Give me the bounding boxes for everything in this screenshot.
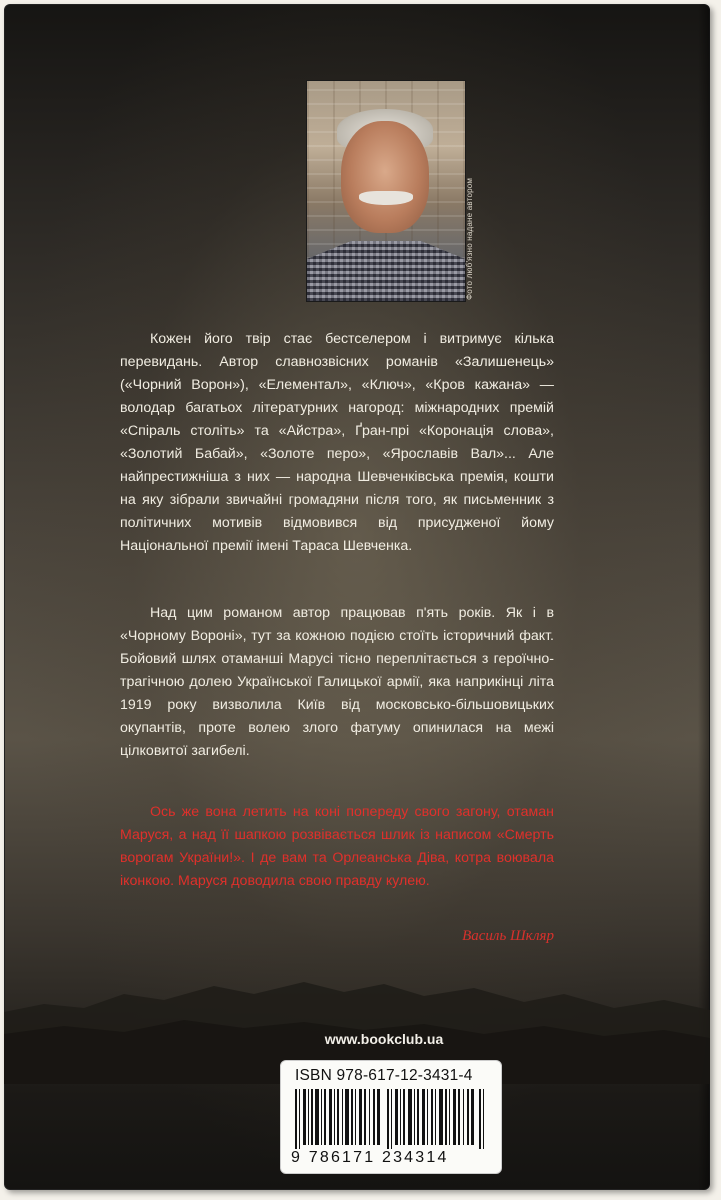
author-bio-text: Кожен його твір стає бестселером і витримує кілька перевидань. Автор славнозвісних романів «Залишенець» («Чорний Ворон»), «Елементал», «Ключ», «Кров кажана» — володар багатьох літературних нагород: міжнародних премій «Спіраль століть» та «Айстра», Ґран-прі «Коронація слова», «Золотий Бабай», «Золоте перо», «Ярославів Вал»... Але найпрестижніша з них — народна Шевченківська премія, кошти на яку зібрали звичайні громадяни після того, як письменник з політичних мотивів відмовився від присудженої йому Національної премії імені Тараса Шевченка. <box>120 331 554 554</box>
publisher-website: www.bookclub.ua <box>324 1031 444 1047</box>
photo-credit: Фото люб'язно надане автором <box>465 177 474 300</box>
novel-description-text: Над цим романом автор працював п'ять років. Як і в «Чорному Вороні», тут за кожною подією стоїть історичний факт. Бойовий шлях отаманші Марусі тісно переплітається з героїчно-трагічною долею Української Галицької армії, яка наприкінці літа 1919 року визволила Київ від московсько-більшовицьких окупантів, проте волею злого фатуму опинилася на межі цілковитої загибелі. <box>120 605 554 759</box>
author-photo <box>306 80 466 302</box>
barcode <box>293 1089 489 1149</box>
book-quote-text: Ось же вона летить на коні попереду свого загону, отаман Маруся, а над її шапкою розвівається шлик із написом «Смерть ворогам України!». І де вам та Орлеанська Діва, котра воювала іконкою. Маруся доводила свою правду кулею. <box>120 804 554 889</box>
novel-description-paragraph <box>120 602 554 763</box>
author-bio-paragraph <box>120 328 554 558</box>
author-signature: Василь Шкляр <box>462 928 554 944</box>
isbn-label: ISBN 978-617-12-3431-4 <box>295 1067 473 1084</box>
photo-author-mustache <box>359 191 413 205</box>
book-back-cover <box>4 4 710 1190</box>
book-quote-paragraph <box>120 801 554 893</box>
photo-author-face <box>341 121 429 233</box>
isbn-barcode-box <box>280 1060 502 1174</box>
photo-author-shirt <box>307 241 465 301</box>
barcode-number: 9 786171 234314 <box>291 1149 449 1166</box>
